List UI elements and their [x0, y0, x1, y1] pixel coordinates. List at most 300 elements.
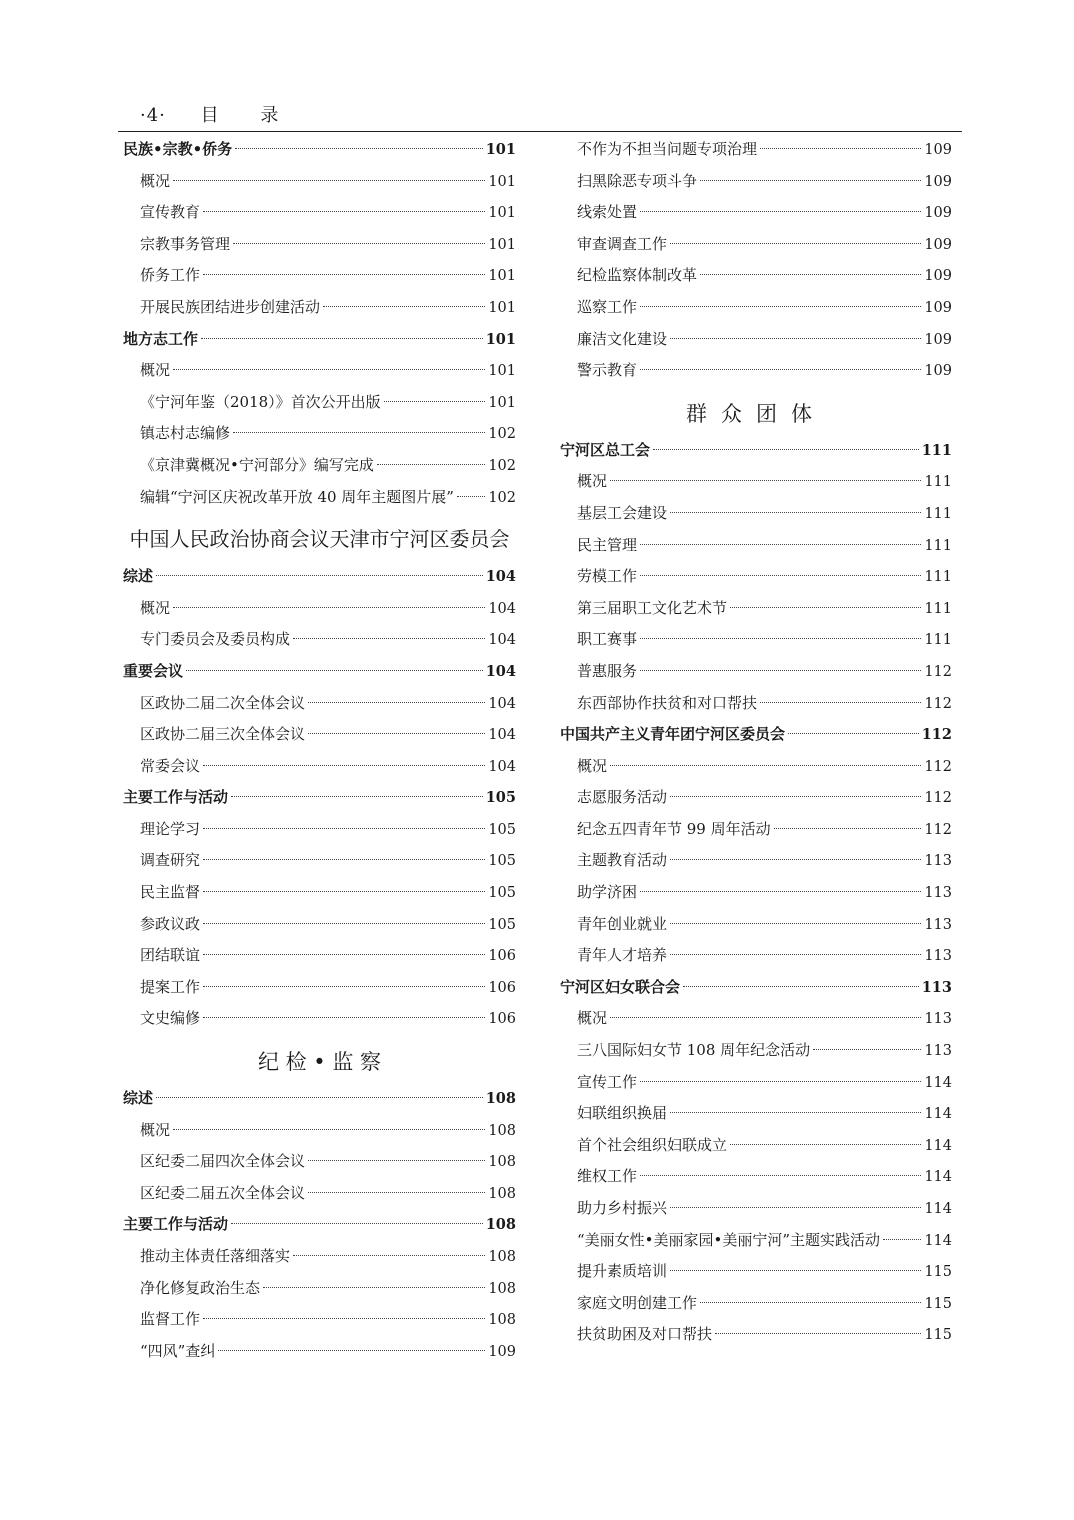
toc-entry-page: 101 [488, 299, 516, 316]
toc-entry[interactable] [123, 1146, 516, 1178]
toc-entry[interactable] [123, 593, 516, 625]
toc-entry[interactable] [560, 166, 952, 198]
dot-leader [640, 638, 921, 639]
toc-entry-page: 101 [488, 268, 516, 285]
toc-entry-title: 区政协二届三次全体会议 [140, 725, 306, 744]
toc-entry[interactable] [560, 1225, 952, 1257]
dot-leader [760, 148, 921, 149]
toc-entry[interactable] [560, 624, 952, 656]
toc-entry[interactable] [560, 1098, 952, 1130]
toc-entry-page: 114 [924, 1137, 952, 1154]
toc-entry-page: 106 [488, 979, 516, 996]
toc-entry-page: 109 [924, 236, 952, 253]
toc-section-entry[interactable] [560, 972, 952, 1004]
toc-entry-title: 中国共产主义青年团宁河区委员会 [560, 725, 786, 744]
dot-leader [308, 1192, 485, 1193]
toc-entry[interactable] [560, 324, 952, 356]
toc-entry-page: 114 [924, 1074, 952, 1091]
dot-leader [883, 1239, 921, 1240]
toc-entry-title: 地方志工作 [123, 329, 199, 348]
dot-leader [760, 702, 921, 703]
toc-entry[interactable] [560, 292, 952, 324]
dot-leader [263, 1287, 485, 1288]
dot-leader [377, 464, 485, 465]
toc-entry-title: 宗教事务管理 [140, 234, 231, 253]
dot-leader [233, 432, 485, 433]
toc-entry[interactable] [560, 940, 952, 972]
toc-entry-page: 112 [924, 790, 952, 807]
dot-leader [670, 338, 921, 339]
toc-entry-title: 镇志村志编修 [140, 424, 231, 443]
toc-entry-title: 青年人才培养 [577, 946, 668, 965]
toc-entry-page: 112 [924, 758, 952, 775]
toc-entry-page: 111 [921, 441, 952, 459]
toc-entry[interactable] [123, 418, 516, 450]
toc-entry-page: 104 [485, 568, 516, 586]
toc-entry-page: 102 [488, 489, 516, 506]
dot-leader [308, 733, 485, 734]
dot-leader [457, 496, 485, 497]
toc-entry[interactable] [560, 1067, 952, 1099]
toc-entry-page: 113 [924, 853, 952, 870]
toc-entry-page: 105 [488, 853, 516, 870]
dot-leader [610, 1017, 921, 1018]
toc-entry[interactable] [123, 719, 516, 751]
toc-entry[interactable] [123, 260, 516, 292]
dot-leader [203, 211, 485, 212]
toc-entry[interactable] [560, 498, 952, 530]
toc-entry-title: 《宁河年鉴（2018）》首次公开出版 [140, 392, 381, 411]
toc-entry-page: 109 [924, 142, 952, 158]
toc-entry-page: 101 [485, 330, 516, 348]
toc-entry-page: 108 [488, 1249, 516, 1265]
page-title: 目 录 [200, 105, 297, 126]
dot-leader [730, 1144, 921, 1145]
toc-entry[interactable] [123, 845, 516, 877]
toc-entry-page: 106 [488, 1011, 516, 1028]
toc-entry-title: 推动主体责任落细落实 [140, 1247, 291, 1265]
toc-entry-page: 104 [488, 632, 516, 649]
dot-leader [203, 765, 485, 766]
toc-entry-page: 112 [924, 663, 952, 680]
dot-leader [640, 211, 921, 212]
toc-entry-page: 109 [924, 173, 952, 190]
dot-leader [203, 274, 485, 275]
toc-entry-title: 常委会议 [140, 756, 201, 775]
toc-entry[interactable] [560, 1256, 952, 1288]
toc-entry-page: 114 [924, 1201, 952, 1217]
toc-entry-title: 监督工作 [140, 1310, 201, 1329]
toc-section-entry[interactable] [123, 324, 516, 356]
dot-leader [640, 575, 921, 576]
dot-leader [610, 765, 921, 766]
toc-entry-page: 109 [924, 299, 952, 316]
dot-leader [670, 796, 921, 797]
toc-entry-title: 概况 [577, 756, 608, 775]
toc-entry[interactable] [560, 656, 952, 688]
toc-entry[interactable] [560, 1319, 952, 1351]
toc-entry[interactable] [123, 1304, 516, 1336]
toc-entry-title: 家庭文明创建工作 [577, 1293, 698, 1312]
toc-entry-title: 综述 [123, 567, 154, 586]
toc-entry-title: 第三届职工文化艺术节 [577, 598, 728, 617]
toc-entry-page: 108 [488, 1185, 516, 1202]
section-heading: 群众团体 [686, 401, 826, 426]
toc-entry[interactable] [560, 1035, 952, 1067]
toc-section-entry[interactable] [123, 656, 516, 688]
toc-entry[interactable] [123, 482, 516, 514]
toc-entry-title: 概况 [577, 472, 608, 491]
toc-entry-page: 106 [488, 948, 516, 965]
toc-entry[interactable] [123, 1336, 516, 1368]
toc-entry[interactable] [560, 1193, 952, 1225]
toc-entry-page: 102 [488, 426, 516, 443]
toc-entry-title: 概况 [140, 1120, 171, 1139]
toc-entry[interactable] [560, 260, 952, 292]
toc-entry-page: 115 [924, 1295, 952, 1312]
toc-entry-page: 101 [488, 173, 516, 190]
toc-entry-page: 112 [924, 695, 952, 712]
toc-entry[interactable] [123, 688, 516, 720]
toc-entry-title: 妇联组织换届 [577, 1104, 668, 1123]
toc-entry-title: 纪检监察体制改革 [577, 266, 698, 285]
toc-entry[interactable] [560, 1288, 952, 1320]
toc-entry-title: 专门委员会及委员构成 [140, 630, 291, 649]
toc-entry-page: 105 [488, 885, 516, 902]
toc-entry-page: 111 [924, 632, 952, 649]
toc-section-entry[interactable] [123, 1083, 516, 1115]
toc-entry-page: 111 [924, 600, 952, 617]
dot-leader [233, 243, 485, 244]
toc-entry-page: 111 [924, 474, 952, 491]
toc-entry-title: 概况 [577, 1009, 608, 1028]
toc-entry[interactable] [123, 1241, 516, 1273]
dot-leader [293, 1255, 485, 1256]
dot-leader [730, 607, 921, 608]
dot-leader [173, 180, 485, 181]
toc-section-entry[interactable] [123, 134, 516, 166]
dot-leader [231, 796, 483, 797]
toc-entry-page: 108 [488, 1122, 516, 1139]
toc-entry[interactable] [123, 1178, 516, 1210]
toc-entry-title: 东西部协作扶贫和对口帮扶 [577, 693, 758, 712]
toc-entry-title: 职工赛事 [577, 630, 638, 649]
toc-entry[interactable] [123, 1115, 516, 1147]
toc-entry[interactable] [560, 814, 952, 846]
toc-entry-title: 区纪委二届四次全体会议 [140, 1152, 306, 1171]
toc-entry-title: 民主管理 [577, 535, 638, 554]
toc-entry-page: 113 [924, 1043, 952, 1060]
toc-section-entry[interactable] [123, 782, 516, 814]
toc-section-entry[interactable] [123, 561, 516, 593]
dot-leader [156, 575, 483, 576]
toc-entry-page: 104 [488, 695, 516, 712]
toc-entry-title: 扶贫助困及对口帮扶 [577, 1325, 713, 1344]
header-rule [118, 131, 962, 132]
section-heading: 中国人民政治协商会议天津市宁河区委员会 [129, 527, 510, 552]
toc-entry[interactable] [123, 292, 516, 324]
toc-entry[interactable] [123, 197, 516, 229]
dot-leader [218, 1350, 485, 1351]
toc-entry-title: 主要工作与活动 [123, 788, 229, 807]
toc-entry[interactable] [123, 814, 516, 846]
toc-entry[interactable] [560, 466, 952, 498]
toc-entry-title: 提案工作 [140, 977, 201, 996]
dot-leader [203, 859, 485, 860]
dot-leader [610, 480, 921, 481]
dot-leader [640, 306, 921, 307]
toc-entry[interactable] [560, 845, 952, 877]
toc-entry-page: 109 [924, 331, 952, 348]
toc-entry-title: 扫黑除恶专项斗争 [577, 171, 698, 190]
dot-leader [670, 1270, 921, 1271]
toc-entry-page: 104 [488, 758, 516, 775]
toc-entry-title: 编辑“宁河区庆祝改革开放 40 周年主题图片展” [140, 487, 454, 506]
dot-leader [640, 670, 921, 671]
toc-entry[interactable] [560, 1130, 952, 1162]
toc-entry-title: 宣传工作 [577, 1072, 638, 1091]
toc-entry-title: 纪念五四青年节 99 周年活动 [577, 819, 771, 838]
toc-entry-title: 主题教育活动 [577, 851, 668, 870]
toc-entry-title: 志愿服务活动 [577, 788, 668, 807]
toc-entry-page: 113 [924, 948, 952, 965]
dot-leader [203, 923, 485, 924]
toc-entry[interactable] [123, 751, 516, 783]
dot-leader [653, 449, 919, 450]
toc-entry-page: 105 [488, 821, 516, 838]
toc-entry-title: 概况 [140, 598, 171, 617]
dot-leader [700, 180, 921, 181]
toc-entry-page: 109 [924, 268, 952, 285]
toc-entry-page: 101 [488, 205, 516, 222]
toc-entry-title: 侨务工作 [140, 266, 201, 285]
toc-entry-title: 参政议政 [140, 914, 201, 933]
toc-entry-title: 文史编修 [140, 1009, 201, 1028]
dot-leader [640, 1175, 921, 1176]
toc-section-entry[interactable] [123, 1209, 516, 1241]
dot-leader [700, 274, 921, 275]
toc-entry-title: 净化修复政治生态 [140, 1278, 261, 1297]
dot-leader [308, 1160, 485, 1161]
dot-leader [323, 306, 485, 307]
dot-leader [173, 1129, 485, 1130]
toc-entry-title: 维权工作 [577, 1167, 638, 1186]
dot-leader [201, 338, 483, 339]
toc-entry-page: 101 [488, 363, 516, 380]
toc-entry-title: 开展民族团结进步创建活动 [140, 297, 321, 316]
toc-entry[interactable] [560, 530, 952, 562]
dot-leader [235, 148, 483, 149]
dot-leader [384, 401, 486, 402]
toc-entry[interactable] [560, 909, 952, 941]
toc-entry-title: 民族•宗教•侨务 [123, 140, 233, 158]
toc-entry-title: 民主监督 [140, 883, 201, 902]
dot-leader [670, 512, 921, 513]
toc-entry-page: 101 [488, 236, 516, 253]
page-number: ·4· [140, 105, 166, 126]
toc-entry-page: 108 [485, 1090, 516, 1108]
toc-entry-title: 助学济困 [577, 883, 638, 902]
toc-entry-title: 巡察工作 [577, 297, 638, 316]
toc-entry-page: 101 [485, 141, 516, 158]
toc-entry-title: 概况 [140, 171, 171, 190]
toc-entry-title: 助力乡村振兴 [577, 1199, 668, 1217]
toc-entry[interactable] [560, 593, 952, 625]
toc-entry-page: 111 [924, 537, 952, 554]
toc-entry-title: 审查调查工作 [577, 234, 668, 253]
toc-entry[interactable] [560, 134, 952, 166]
toc-entry-title: 区政协二届二次全体会议 [140, 693, 306, 712]
toc-entry[interactable] [560, 688, 952, 720]
dot-leader [715, 1333, 921, 1334]
dot-leader [156, 1097, 483, 1098]
dot-leader [670, 859, 921, 860]
dot-leader [640, 891, 921, 892]
toc-entry[interactable] [123, 1003, 516, 1035]
toc-entry-title: “四风”查纠 [140, 1341, 216, 1360]
section-heading: 纪 检 • 监 察 [257, 1050, 382, 1075]
toc-section-entry[interactable] [560, 719, 952, 751]
toc-entry-title: 廉洁文化建设 [577, 329, 668, 348]
toc-entry-page: 108 [485, 1216, 516, 1234]
dot-leader [670, 954, 921, 955]
toc-entry[interactable] [560, 1003, 952, 1035]
toc-entry-title: 不作为不担当问题专项治理 [577, 140, 758, 158]
toc-entry-title: 劳模工作 [577, 567, 638, 586]
dot-leader [670, 923, 921, 924]
toc-entry-page: 113 [924, 885, 952, 902]
toc-entry-page: 105 [485, 789, 516, 807]
dot-leader [203, 1017, 485, 1018]
toc-entry-page: 113 [924, 916, 952, 933]
dot-leader [293, 638, 485, 639]
toc-entry-title: 三八国际妇女节 108 周年纪念活动 [577, 1041, 811, 1060]
toc-section-entry[interactable] [560, 435, 952, 467]
toc-entry[interactable] [123, 624, 516, 656]
dot-leader [670, 1207, 921, 1208]
dot-leader [640, 369, 921, 370]
toc-entry-page: 108 [488, 1280, 516, 1297]
toc-entry-title: “美丽女性•美丽家园•美丽宁河”主题实践活动 [577, 1230, 881, 1249]
dot-leader [203, 828, 485, 829]
toc-entry-title: 警示教育 [577, 361, 638, 380]
dot-leader [173, 369, 485, 370]
dot-leader [203, 1318, 485, 1319]
toc-entry-page: 101 [488, 394, 516, 411]
toc-entry[interactable] [560, 229, 952, 261]
toc-entry-title: 线索处置 [577, 203, 638, 222]
toc-entry-page: 113 [921, 978, 952, 996]
toc-entry[interactable] [123, 355, 516, 387]
toc-entry[interactable] [123, 1273, 516, 1305]
toc-entry-page: 102 [488, 457, 516, 474]
toc-right-column [560, 134, 952, 1351]
toc-entry-title: 调查研究 [140, 851, 201, 870]
toc-entry[interactable] [123, 450, 516, 482]
dot-leader [788, 733, 919, 734]
toc-entry-page: 104 [488, 600, 516, 617]
dot-leader [203, 954, 485, 955]
dot-leader [813, 1049, 921, 1050]
toc-entry-page: 105 [488, 916, 516, 933]
toc-entry-title: 综述 [123, 1089, 154, 1108]
toc-entry[interactable] [123, 877, 516, 909]
toc-entry-page: 109 [488, 1343, 516, 1360]
dot-leader [203, 891, 485, 892]
dot-leader [670, 243, 921, 244]
dot-leader [173, 607, 485, 608]
toc-entry-title: 基层工会建设 [577, 503, 668, 522]
dot-leader [683, 986, 919, 987]
toc-entry[interactable] [560, 355, 952, 387]
toc-entry[interactable] [560, 782, 952, 814]
toc-entry-title: 宁河区妇女联合会 [560, 977, 681, 996]
toc-entry[interactable] [123, 940, 516, 972]
toc-entry[interactable] [123, 909, 516, 941]
toc-entry-title: 概况 [140, 361, 171, 380]
dot-leader [670, 1112, 921, 1113]
toc-entry-page: 113 [924, 1011, 952, 1028]
toc-entry-page: 104 [485, 662, 516, 680]
toc-entry[interactable] [123, 972, 516, 1004]
toc-entry-title: 青年创业就业 [577, 914, 668, 933]
toc-entry-title: 理论学习 [140, 819, 201, 838]
dot-leader [186, 670, 483, 671]
dot-leader [700, 1302, 921, 1303]
toc-entry-page: 104 [488, 727, 516, 744]
toc-entry-title: 主要工作与活动 [123, 1215, 229, 1234]
toc-entry-page: 109 [924, 363, 952, 380]
toc-entry-title: 《京津冀概况•宁河部分》编写完成 [140, 455, 374, 474]
toc-entry[interactable] [123, 229, 516, 261]
toc-entry-title: 宣传教育 [140, 203, 201, 222]
toc-entry-page: 114 [924, 1169, 952, 1186]
toc-entry-title: 团结联谊 [140, 946, 201, 965]
toc-left-column [123, 134, 516, 1367]
toc-entry-title: 首个社会组织妇联成立 [577, 1135, 728, 1154]
toc-entry[interactable] [123, 387, 516, 419]
toc-entry[interactable] [560, 1161, 952, 1193]
toc-entry-title: 重要会议 [123, 661, 184, 680]
toc-entry[interactable] [560, 561, 952, 593]
toc-entry-page: 108 [488, 1312, 516, 1329]
toc-entry-title: 普惠服务 [577, 661, 638, 680]
dot-leader [203, 986, 485, 987]
toc-entry-page: 108 [488, 1154, 516, 1171]
toc-entry-page: 114 [924, 1106, 952, 1123]
toc-entry-title: 宁河区总工会 [560, 440, 651, 459]
dot-leader [640, 1081, 921, 1082]
toc-entry[interactable] [560, 877, 952, 909]
toc-entry[interactable] [560, 197, 952, 229]
toc-entry-page: 112 [921, 726, 952, 744]
dot-leader [774, 828, 922, 829]
toc-entry-title: 提升素质培训 [577, 1262, 668, 1281]
dot-leader [231, 1223, 483, 1224]
toc-entry-title: 区纪委二届五次全体会议 [140, 1183, 306, 1202]
toc-entry[interactable] [560, 751, 952, 783]
toc-entry-page: 114 [924, 1232, 952, 1249]
dot-leader [640, 544, 921, 545]
toc-entry-page: 112 [924, 821, 952, 838]
toc-entry-page: 115 [924, 1327, 952, 1344]
toc-entry-page: 111 [924, 505, 952, 522]
dot-leader [308, 702, 485, 703]
toc-entry-page: 111 [924, 569, 952, 586]
page-header [140, 101, 296, 129]
toc-entry-page: 115 [924, 1264, 952, 1281]
toc-entry[interactable] [123, 166, 516, 198]
